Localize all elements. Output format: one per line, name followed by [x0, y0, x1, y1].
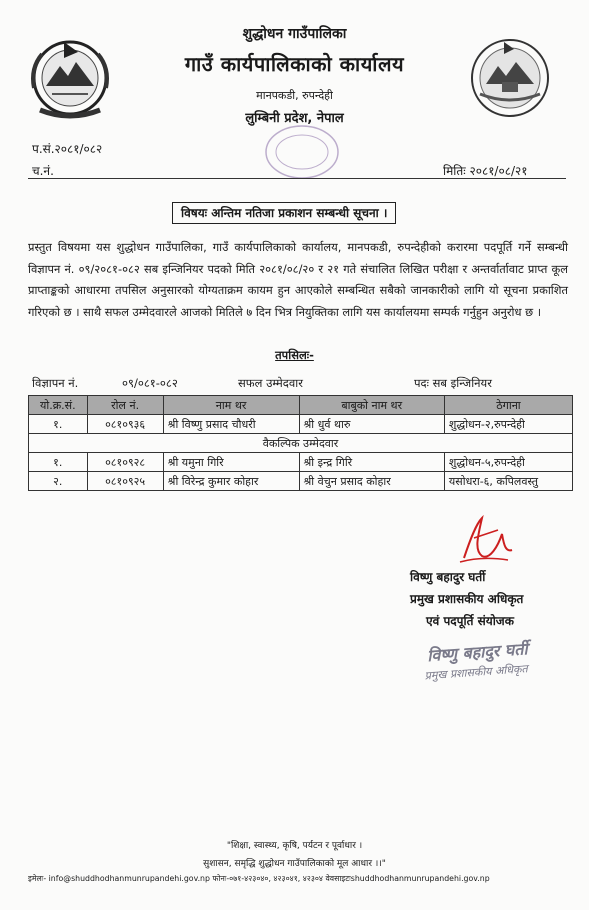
ad-number-value: ०९/०८१-०८२ — [122, 376, 178, 390]
office-address: मानपकडी, रुपन्देही — [256, 89, 333, 102]
footer-motto-line-2: सुशासन, समृद्धि शुद्धोधन गाउँपालिकाको मूल आधार ।।" — [203, 859, 386, 869]
post-label: पदः सब इन्जिनियर — [414, 376, 492, 390]
notice-date: मितिः २०८१/०८/२१ — [443, 164, 528, 178]
office-name: गाउँ कार्यपालिकाको कार्यालय — [184, 52, 405, 76]
signature-icon — [452, 510, 522, 570]
column-header: बाबुको नाम थर — [299, 396, 444, 415]
table-cell: श्री धुर्व थारु — [299, 415, 444, 434]
table-cell: श्री यमुना गिरि — [163, 453, 299, 472]
table-header-row — [29, 396, 573, 415]
column-header: यो.क्र.सं. — [29, 396, 88, 415]
name-seal — [416, 635, 559, 693]
table-cell: शुद्धोधन-५,रुपन्देही — [444, 453, 572, 472]
signatory-designation: प्रमुख प्रशासकीय अधिकृत — [410, 592, 524, 606]
table-cell: श्री इन्द्र गिरि — [299, 453, 444, 472]
table-cell: ०८१०९३६ — [87, 415, 163, 434]
seal-name: विष्णु बहादुर घर्ती — [426, 639, 529, 666]
table-cell: १. — [29, 453, 88, 472]
table-cell: श्री विरेन्द्र कुमार कोहार — [163, 472, 299, 491]
details-heading: तपसिलः- — [275, 348, 314, 362]
table-cell: यसोधरा-६, कपिलवस्तु — [444, 472, 572, 491]
office-stamp-icon — [262, 122, 342, 182]
dispatch-number: च.नं. — [32, 164, 54, 178]
table-cell: ०८१०९२८ — [87, 453, 163, 472]
reference-number: प.सं.२०८१/०८२ — [32, 142, 103, 156]
results-table — [28, 395, 573, 491]
signatory-role: एवं पदपूर्ति संयोजक — [426, 614, 514, 628]
column-header: ठेगाना — [444, 396, 572, 415]
seal-designation: प्रमुख प्रशासकीय अधिकृत — [424, 662, 529, 683]
alternate-candidate-row — [29, 434, 573, 453]
successful-candidate-label: सफल उम्मेदवार — [238, 376, 303, 390]
header-divider — [28, 178, 566, 179]
table-row — [29, 415, 573, 434]
table-cell: शुद्धोधन-२,रुपन्देही — [444, 415, 572, 434]
subject-box: विषयः अन्तिम नतिजा प्रकाशन सम्बन्धी सूचना । — [172, 202, 396, 224]
footer-motto-line-1: "शिक्षा, स्वास्थ्य, कृषि, पर्यटन र पूर्वाधार । — [226, 841, 363, 851]
municipality-name: शुद्धोधन गाउँपालिका — [242, 26, 347, 42]
table-row — [29, 453, 573, 472]
alternate-candidate-label: वैकल्पिक उम्मेदवार — [29, 434, 573, 453]
table-cell: २. — [29, 472, 88, 491]
ad-number-label: विज्ञापन नं. — [32, 376, 79, 390]
column-header: रोल नं. — [87, 396, 163, 415]
column-header: नाम थर — [163, 396, 299, 415]
signatory-name: विष्णु बहादुर घर्ती — [410, 570, 486, 584]
table-cell: श्री वेचुन प्रसाद कोहार — [299, 472, 444, 491]
footer-contact: इमेलः- info@shuddhodhanmunrupandehi.gov.np फोनः-०७१-४२३०४०, ४२३०४१, ४२३०४ वेवसाइटःshuddhodhanmunrupandehi.gov.np — [28, 874, 490, 883]
province-name: लुम्बिनी प्रदेश, नेपाल — [245, 111, 344, 126]
table-cell: १. — [29, 415, 88, 434]
table-cell: ०८१०९२५ — [87, 472, 163, 491]
notice-body: प्रस्तुत विषयमा यस शुद्धोधन गाउँपालिका, गाउँ कार्यपालिकाको कार्यालय, मानपकडी, रुपन्देहीको करारमा पदपूर्ति गर्ने सम्बन्धी विज्ञापन नं. ०९/२०८१-०८२ सब इन्जिनियर पदको मिति २०८१/०८/२० र २१ गते संचालित लिखित परीक्षा र अन्तर्वार्तावाट प्राप्त कूल प्राप्ताङ्कको आधारमा तपसिल अनुसारको योग्यताक्रम कायम हुन आएकोले सम्बन्धित सबैको जानकारीको लागि यो सूचना प्रकाशित गरिएको छ । साथै सफल उम्मेदवारले आजको मितिले ७ दिन भित्र नियुक्तिका लागि यस कार्यालयमा सम्पर्क गर्नुहुन अनुरोध छ । — [28, 240, 568, 319]
table-row — [29, 472, 573, 491]
table-cell: श्री विष्णु प्रसाद चौधरी — [163, 415, 299, 434]
